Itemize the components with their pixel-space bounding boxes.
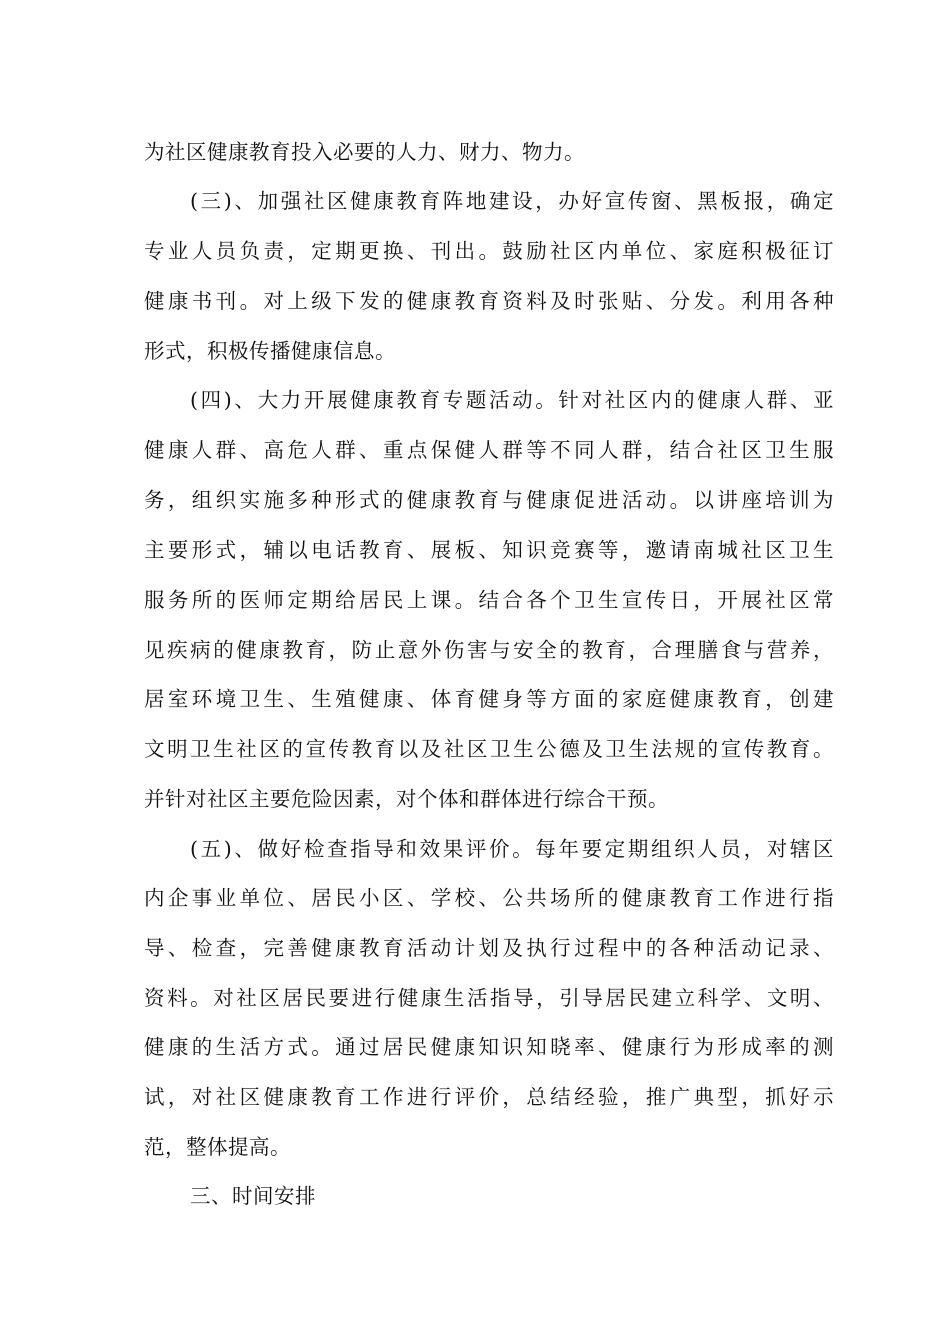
paragraph-five-start: (五)、做好检查指导和效果评价。每年要定期组织人员，对辖区 xyxy=(190,837,834,861)
text-line: 为社区健康教育投入必要的人力、财力、物力。 xyxy=(144,140,585,164)
text-line: 务，组织实施多种形式的健康教育与健康促进活动。以讲座培训为 xyxy=(144,488,834,512)
text-line: 资料。对社区居民要进行健康生活指导，引导居民建立科学、文明、 xyxy=(144,986,834,1010)
text-line: 服务所的医师定期给居民上课。结合各个卫生宣传日，开展社区常 xyxy=(144,588,834,612)
text-line: 健康书刊。对上级下发的健康教育资料及时张贴、分发。利用各种 xyxy=(144,289,834,313)
text-line: 健康的生活方式。通过居民健康知识知晓率、健康行为形成率的测 xyxy=(144,1035,834,1059)
text-line: 范，整体提高。 xyxy=(144,1135,291,1159)
section-heading: 三、时间安排 xyxy=(190,1184,316,1208)
text-line: 并针对社区主要危险因素，对个体和群体进行综合干预。 xyxy=(144,787,669,811)
paragraph-three-start: (三)、加强社区健康教育阵地建设，办好宣传窗、黑板报，确定 xyxy=(190,189,834,213)
text-line: 文明卫生社区的宣传教育以及社区卫生公德及卫生法规的宣传教育。 xyxy=(144,737,834,761)
text-line: 专业人员负责，定期更换、刊出。鼓励社区内单位、家庭积极征订 xyxy=(144,239,834,263)
paragraph-four-start: (四)、大力开展健康教育专题活动。针对社区内的健康人群、亚 xyxy=(190,388,834,412)
text-line: 主要形式，辅以电话教育、展板、知识竞赛等，邀请南城社区卫生 xyxy=(144,538,834,562)
text-line: 形式，积极传播健康信息。 xyxy=(144,339,396,363)
text-line: 见疾病的健康教育，防止意外伤害与安全的教育，合理膳食与营养， xyxy=(144,638,834,662)
text-line: 健康人群、高危人群、重点保健人群等不同人群，结合社区卫生服 xyxy=(144,438,834,462)
text-line: 试，对社区健康教育工作进行评价，总结经验，推广典型，抓好示 xyxy=(144,1085,834,1109)
text-line: 导、检查，完善健康教育活动计划及执行过程中的各种活动记录、 xyxy=(144,936,834,960)
text-line: 内企事业单位、居民小区、学校、公共场所的健康教育工作进行指 xyxy=(144,886,834,910)
text-line: 居室环境卫生、生殖健康、体育健身等方面的家庭健康教育，创建 xyxy=(144,687,834,711)
